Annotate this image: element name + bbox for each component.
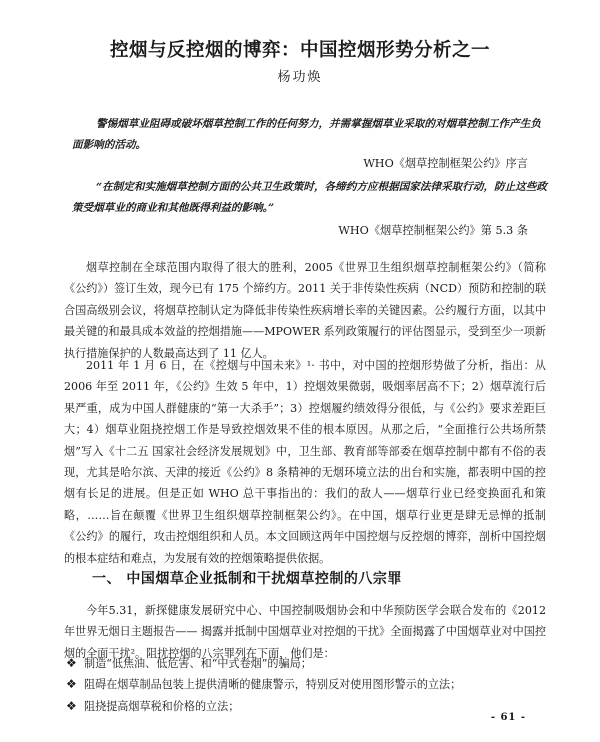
bullet-list: [66, 653, 546, 717]
epigraph-attribution-1: WHO《烟草控制框架公约》序言: [363, 157, 528, 170]
article-title: 控烟与反控烟的博弈：中国控烟形势分析之一: [109, 40, 490, 61]
epigraph-quote-2: “在制定和实施烟草控制方面的公共卫生政策时，各缔约方应根据国家法律采取行动，防止这些政策受烟草业的商业和其他既得利益的影响。”: [72, 181, 548, 214]
list-item: [66, 674, 546, 695]
diamond-bullet-icon: ❖: [66, 656, 77, 670]
body-paragraph-1: 烟草控制在全球范围内取得了很大的胜利，2005《世界卫生组织烟草控制框架公约》（简称《公约》）签订生效，现今已有 175 个缔约方。2011 关于非传染性疾病（NCD）预防和控制的联合国高级别会议，将烟草控制认定为降低非传染性疾病增长率的关键因素。公约履行方面，以其中最关键的和最具成本效益的控烟措施——MPOWER 系列政策履行的评估图显示，受到至少一项新执行措施保护的人数最高达到了 11 亿人。: [64, 261, 546, 360]
body-paragraph-3: 今年5.31，新探健康发展研究中心、中国控制吸烟协会和中华预防医学会联合发布的《2012年世界无烟日主题报告—— 揭露并抵制中国烟草业对控烟的干扰》全面揭露了中国烟草业对中国控烟的全面干扰²。阻扰控烟的八宗罪列在下面，他们是：: [64, 604, 546, 660]
list-item-text: 阻碍在烟草制品包装上提供清晰的健康警示，特别反对使用图形警示的立法；: [84, 678, 462, 692]
list-item: [66, 696, 546, 717]
diamond-bullet-icon: ❖: [66, 677, 77, 692]
body-paragraph-2: 2011 年 1 月 6 日，在《控烟与中国未来》¹· 书中，对中国的控烟形势做了分析，指出：从 2006 年至 2011 年，《公约》生效 5 年中，1）控烟效果微弱，吸烟率居高不下；2）烟草流行后果严重，成为中国人群健康的“第一大杀手”；3）控烟履约绩效得分很低，与《公约》要求差距巨大；4）烟草业阻挠控烟工作是导致控烟效果不佳的根本原因。从那之后，“全面推行公共场所禁烟”写入《十二五 国家社会经济发展规划》中，卫生部、教育部等部委在烟草控制中都有不俗的表现，尤其是哈尔滨、天津的接近《公约》8 条精神的无烟环境立法的出台和实施，都表明中国的控烟有长足的进展。但是正如 WHO 总干事指出的：我们的敌人——烟草行业已经变换面孔和策略，……旨在颠覆《世界卫生组织烟草控制框架公约》。在中国，烟草行业更是肆无忌惮的抵制《公约》的履行，攻击控烟组织和人员。本文回顾这两年中国控烟与反控烟的博弈，剖析中国控烟的根本症结和难点，为发展有效的控烟策略提供依据。: [64, 359, 546, 565]
epigraph-attribution-2: WHO《烟草控制框架公约》第 5.3 条: [338, 224, 528, 237]
page-number: - 61 -: [490, 712, 526, 723]
epigraph-quote-1: 警惕烟草业阻碍或破坏烟草控制工作的任何努力，并需掌握烟草业采取的对烟草控制工作产生负面影响的活动。: [72, 118, 541, 151]
list-item-text: 阻挠提高烟草税和价格的立法；: [84, 699, 240, 713]
list-item-text: 制造“低焦油、低危害、和“中式卷烟”的骗局；: [84, 657, 312, 670]
diamond-bullet-icon: ❖: [66, 698, 77, 713]
section-heading-1: 一、 中国烟草企业抵制和干扰烟草控制的八宗罪: [92, 571, 402, 587]
article-author: 杨功焕: [277, 70, 323, 85]
list-item: [66, 653, 546, 674]
